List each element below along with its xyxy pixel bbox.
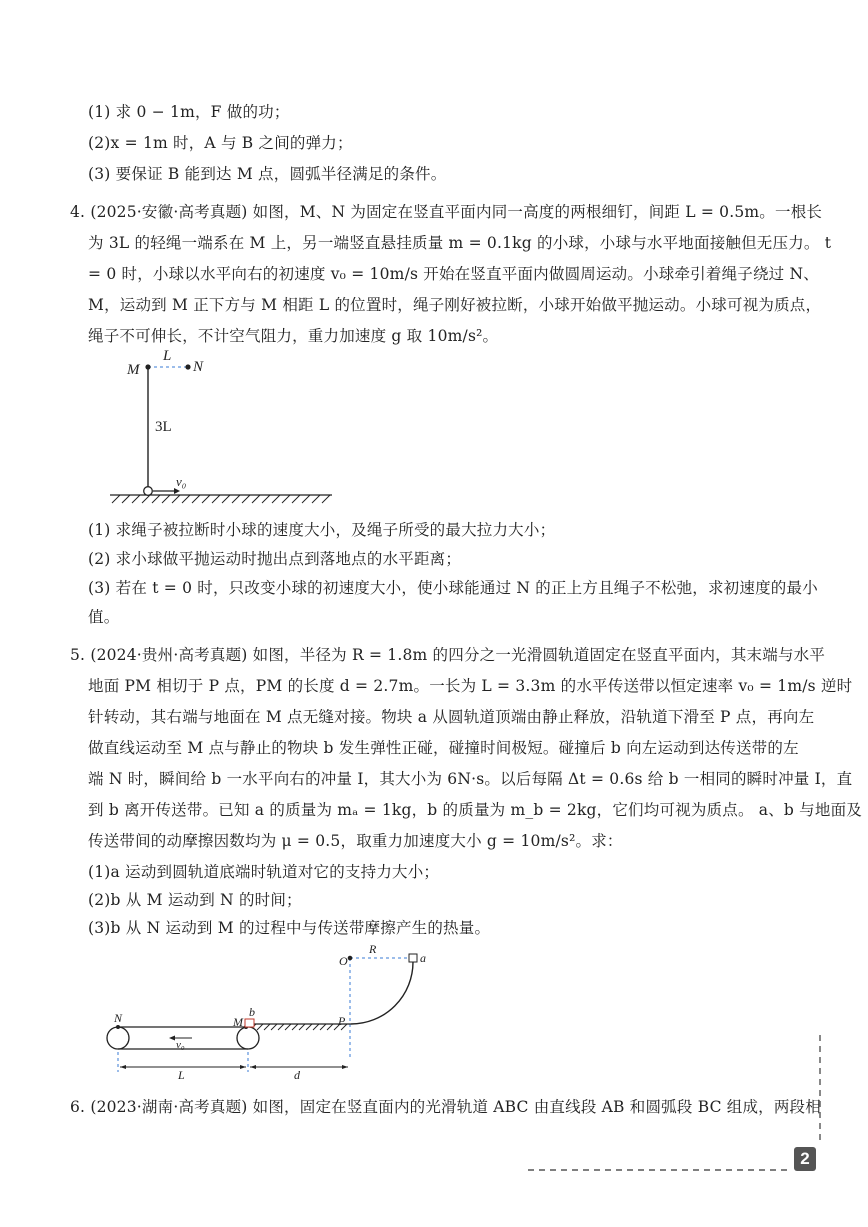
q5-dimension-L-left-head [120, 1065, 126, 1069]
q5-label-d: d [294, 1068, 300, 1080]
page-corner-decoration [520, 1030, 830, 1175]
q4-part-3-cont: 值。 [88, 608, 120, 626]
q5-label-L: L [178, 1068, 185, 1080]
q4-line-5: 绳子不可伸长，不计空气阻力，重力加速度 g 取 10m/s²。 [88, 327, 499, 345]
q5-dimension-d-right-head [342, 1065, 348, 1069]
q5-line-5: 端 N 时，瞬间给 b 一水平向右的冲量 I，其大小为 6N·s。以后每隔 Δt = 0.6s 给 b 一相同的瞬时冲量 I，直 [88, 770, 853, 788]
q5-line-4: 做直线运动至 M 点与静止的物块 b 发生弹性正碰，碰撞时间极短。碰撞后 b 向左运动到达传送带的左 [88, 739, 799, 757]
q5-block-b [245, 1019, 254, 1027]
q5-dimension-L-right-head [240, 1065, 246, 1069]
q4-part-2: (2) 求小球做平抛运动时抛出点到落地点的水平距离； [88, 550, 462, 568]
q5-line-7: 传送带间的动摩擦因数均为 μ = 0.5，取重力加速度大小 g = 10m/s²。求： [88, 832, 623, 850]
q5-part-2: (2)b 从 M 运动到 N 的时间； [88, 891, 302, 909]
q4-line-2: 为 3L 的轻绳一端系在 M 上，另一端竖直悬挂质量 m = 0.1kg 的小球，小球与水平地面接触但无压力。 t [88, 234, 832, 252]
q5-arc-track [351, 962, 413, 1024]
q5-label-R: R [369, 942, 377, 956]
q4-label-M: M [127, 362, 140, 378]
q6-line-1: 6. (2023·湖南·高考真题) 如图，固定在竖直面内的光滑轨道 ABC 由直线段 AB 和圆弧段 BC 组成，两段相 [70, 1098, 821, 1116]
q5-line-3: 针转动，其右端与地面在 M 点无缝对接。物块 a 从圆轨道顶端由静止释放，沿轨道下滑至 P 点，再向左 [88, 708, 815, 726]
q5-dimension-d-left-head [250, 1065, 256, 1069]
q5-label-P: P [338, 1014, 346, 1028]
q4-part-1: (1) 求绳子被拉断时小球的速度大小，及绳子所受的最大拉力大小； [88, 521, 556, 539]
q5-part-3: (3)b 从 N 运动到 M 的过程中与传送带摩擦产生的热量。 [88, 919, 491, 937]
page-number: 2 [794, 1147, 816, 1171]
q5-point-N [116, 1025, 120, 1029]
q3-part-2: (2)x = 1m 时，A 与 B 之间的弹力； [88, 134, 353, 152]
q4-ground [110, 495, 332, 503]
q4-label-v0: v₀ [176, 474, 187, 489]
q5-line-1: 5. (2024·贵州·高考真题) 如图，半径为 R = 1.8m 的四分之一光滑圆轨道固定在竖直平面内，其末端与水平 [70, 646, 826, 664]
q5-label-v0: v₀ [176, 1039, 185, 1051]
q4-line-4: M，运动到 M 正下方与 M 相距 L 的位置时，绳子刚好被拉断，小球开始做平抛运动。小球可视为质点， [88, 296, 822, 314]
q5-belt-velocity-arrowhead [169, 1036, 175, 1041]
q4-label-L: L [163, 348, 172, 364]
q5-right-pulley [237, 1027, 259, 1049]
q3-part-1: (1) 求 0 − 1m，F 做的功； [88, 103, 290, 121]
q5-label-O: O [339, 954, 348, 968]
q5-part-1: (1)a 运动到圆轨道底端时轨道对它的支持力大小； [88, 863, 440, 881]
q4-nail-N [185, 364, 190, 369]
q4-part-3: (3) 若在 t = 0 时，只改变小球的初速度大小，使小球能通过 N 的正上方且绳子不松弛，求初速度的最小 [88, 579, 818, 597]
q4-label-N: N [193, 359, 204, 375]
q4-ball [144, 487, 153, 496]
q5-center-O [348, 956, 353, 961]
q4-line-3: = 0 时，小球以水平向右的初速度 v₀ = 10m/s 开始在竖直平面内做圆周运动。小球牵引着绳子绕过 N、 [88, 265, 819, 283]
q5-ground-hatch [250, 1024, 347, 1030]
q5-figure [100, 940, 440, 1080]
q4-nail-M [145, 364, 150, 369]
q5-block-a [409, 954, 417, 962]
q5-line-2: 地面 PM 相切于 P 点，PM 的长度 d = 2.7m。一长为 L = 3.3m 的水平传送带以恒定速率 v₀ = 1m/s 逆时 [88, 677, 853, 695]
q4-line-1: 4. (2025·安徽·高考真题) 如图，M、N 为固定在竖直平面内同一高度的两根细钉，间距 L = 0.5m。一根长 [70, 203, 823, 221]
q5-left-pulley [107, 1027, 129, 1049]
q5-label-b: b [249, 1005, 255, 1019]
q5-line-6: 到 b 离开传送带。已知 a 的质量为 mₐ = 1kg，b 的质量为 m_b = 2kg，它们均可视为质点。 a、b 与地面及 [88, 801, 862, 819]
q3-part-3: (3) 要保证 B 能到达 M 点，圆弧半径满足的条件。 [88, 165, 447, 183]
q4-figure [100, 345, 340, 510]
q5-label-M: M [233, 1015, 243, 1029]
q5-label-N: N [114, 1011, 123, 1025]
q4-label-3L: 3L [155, 419, 172, 435]
q5-label-a: a [420, 951, 426, 965]
